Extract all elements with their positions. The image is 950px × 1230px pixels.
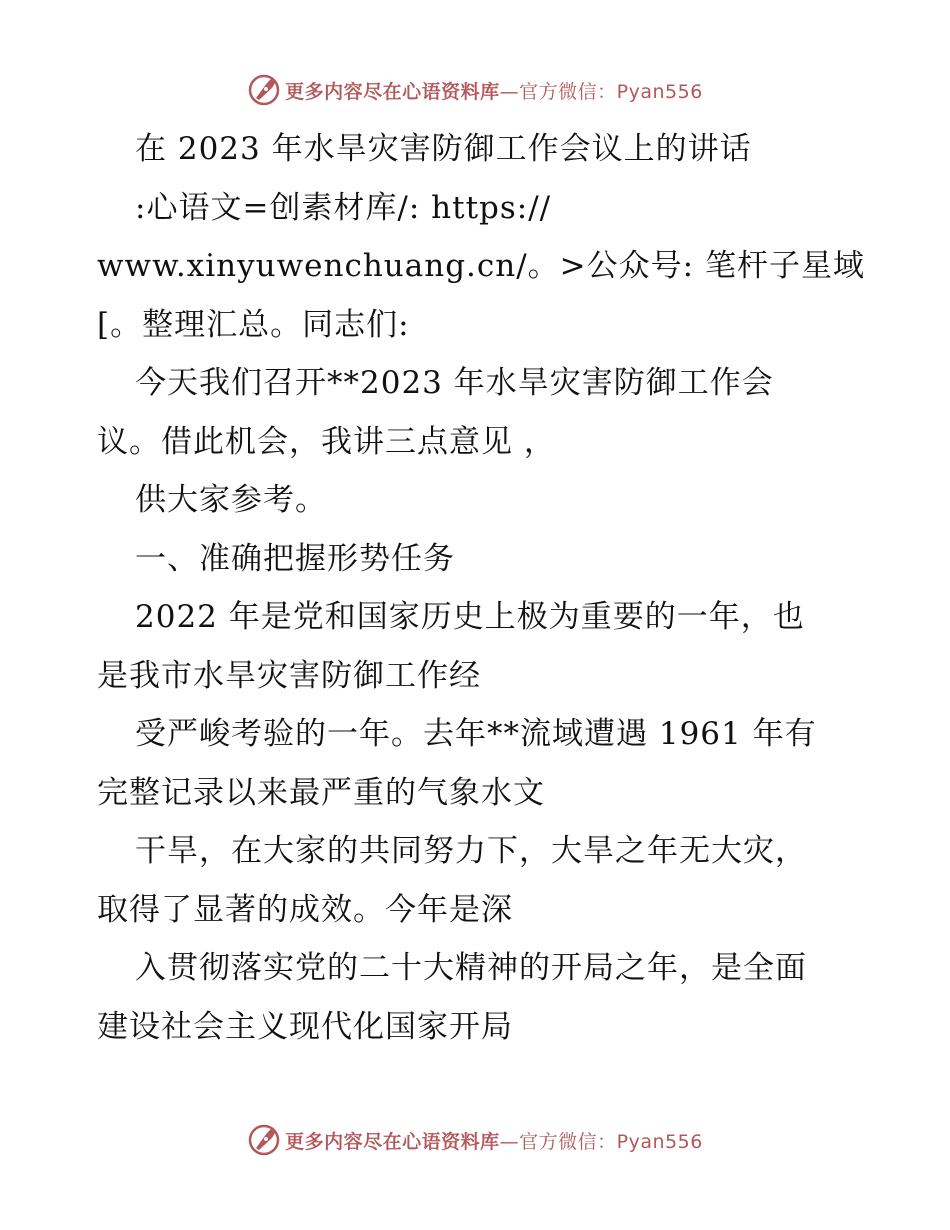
- text-line: 受严峻考验的一年。去年**流域遭遇 1961 年有: [135, 716, 817, 752]
- text-line: 完整记录以来最严重的气象水文: [97, 774, 545, 811]
- text-line: 2022 年是党和国家历史上极为重要的一年，也: [135, 599, 805, 635]
- section-heading: 一、准确把握形势任务: [135, 540, 455, 577]
- text-line: 干旱，在大家的共同努力下，大旱之年无大灾，: [135, 833, 807, 869]
- text-line: 建设社会主义现代化国家开局: [97, 1008, 513, 1045]
- document-title: 在 2023 年水旱灾害防御工作会议上的讲话: [135, 131, 752, 167]
- pen-nib-logo-icon: [247, 73, 281, 107]
- banner-text: [285, 1127, 703, 1154]
- pen-nib-logo-icon: [247, 1123, 281, 1157]
- text-line: 是我市水旱灾害防御工作经: [97, 657, 481, 694]
- header-banner: [0, 70, 950, 110]
- banner-plain-text: —官方微信：Pyan556: [499, 80, 703, 103]
- banner-text: [285, 77, 703, 104]
- document-body: [97, 120, 865, 1056]
- text-line: 供大家参考。: [135, 482, 327, 518]
- footer-banner: [0, 1120, 950, 1160]
- text-line: 议。借此机会，我讲三点意见 ，: [97, 423, 556, 460]
- banner-bold-text: 更多内容尽在心语资料库: [285, 80, 500, 103]
- text-line: :心语文=创素材库/: https://: [135, 189, 552, 226]
- banner-plain-text: —官方微信：Pyan556: [499, 1130, 703, 1153]
- text-line: 取得了显著的成效。今年是深: [97, 891, 513, 928]
- banner-bold-text: 更多内容尽在心语资料库: [285, 1130, 500, 1153]
- text-line: 入贯彻落实党的二十大精神的开局之年，是全面: [135, 950, 807, 986]
- text-line: www.xinyuwenchuang.cn/。>公众号: 笔杆子星域: [97, 248, 865, 284]
- text-line: [。整理汇总。同志们:: [97, 306, 410, 343]
- text-line: 今天我们召开**2023 年水旱灾害防御工作会: [135, 365, 774, 401]
